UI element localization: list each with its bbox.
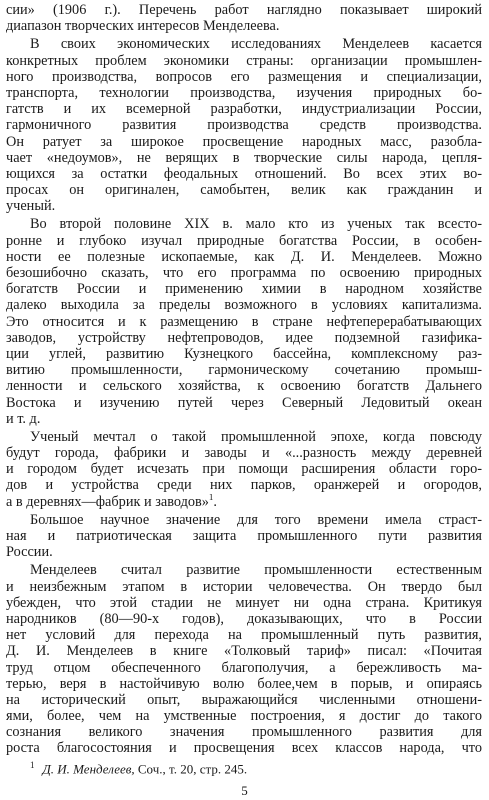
text-line: России. — [6, 544, 53, 561]
footnote-ref: 1 — [208, 493, 214, 502]
paragraph — [6, 216, 482, 426]
text-line: ющихся за остатки феодальных отношений. Во всех этих во- — [6, 165, 482, 182]
text-line: и городом будет исчезать при помощи расширения области горо- — [6, 461, 482, 478]
text-line: Во второй половине XIX в. мало кто из ученых так всесто- — [30, 216, 482, 233]
text-line: заводов, устройству нефтепроводов, идее подземной газифика- — [6, 329, 482, 346]
text-line: просах он оригинален, самобытен, велик как гражданин и — [6, 182, 482, 199]
text-line: на исторический опыт, выражающийся численными отношени- — [6, 691, 482, 708]
text-line: богатств России и применению химии в народном хозяйстве — [6, 281, 482, 298]
text-line: труд отцом обеспеченного благополучия, а бережливость ма- — [6, 659, 482, 676]
text-line: будут города, фабрики и заводы и «...разность между деревней — [6, 445, 482, 462]
paragraph — [6, 2, 482, 34]
text-line: Ученый мечтал о такой промышленной эпохе, когда повсюду — [30, 428, 482, 445]
text-segment: а в деревнях—фабрик и заводов» — [6, 493, 209, 510]
text-line: транспорта, технологии производства, изучения природных бо- — [6, 84, 482, 101]
text-line: Это относится и к размещению в стране нефтеперерабатывающих — [6, 313, 482, 330]
page-number: 5 — [241, 783, 248, 798]
text-line: диапазон творческих интересов Менделеева. — [6, 18, 280, 35]
text-line: сии» (1906 г.). Перечень работ наглядно показывает широкий — [6, 2, 482, 18]
footnote-number: 1 — [30, 760, 35, 770]
text-line: Он ратует за широкое просвещение народных масс, разобла- — [6, 133, 482, 150]
text-line: роста благосостояния и просвещения всех классов народа, что — [6, 740, 482, 757]
text-line: ного производства, вопросов его размещения и специализации, — [6, 68, 482, 85]
text-line: нет условий для перехода на промышленный путь развития, — [6, 627, 482, 644]
text-line: чает «недоумов», не верящих в творческие силы народа, цепля- — [6, 149, 482, 166]
text-line: дов и устройства среди них парков, оранжерей и огородов, — [6, 477, 482, 494]
paragraph — [6, 36, 482, 214]
footnote — [30, 758, 247, 776]
text-line: убежден, что этой стадии не минует ни одна страна. Критикуя — [6, 594, 482, 611]
text-line: Менделеев считал развитие промышленности естественным — [30, 562, 482, 579]
text-line: безошибочно сказать, что его программа по освоению природных — [6, 265, 482, 281]
text-line: народников (80—90-х годов), доказывающих, что в России — [6, 610, 482, 627]
text-line: ученый. — [6, 198, 56, 215]
text-line: гармоничного развития производства средств производства. — [6, 117, 482, 134]
text-line: ленности и сельского хозяйства, к освоению богатств Дальнего — [6, 378, 482, 395]
text-line: сознания великого значения промышленного развития для — [6, 724, 482, 741]
text-line: витию промышленности, гармоническому сочетанию промыш- — [6, 362, 482, 379]
text-line-with-footnote — [6, 494, 482, 510]
text-line: ями, более, чем на умственные построения, я достиг до такого — [6, 708, 482, 725]
paragraph — [6, 429, 482, 510]
text-line: и т. д. — [6, 410, 41, 427]
text-line: Востока и изучению путей через Северный Ледовитый океан — [6, 394, 482, 411]
text-line: терью, веря в настойчивую волю более,чем в порыв, и опираясь — [6, 675, 482, 692]
text-line: ции углей, развитию Кузнецкого бассейна, комплексному раз- — [6, 345, 482, 362]
page-body — [6, 2, 482, 757]
text-segment: . — [213, 493, 217, 510]
text-line: и неизбежным этапом в истории человечества. Он твердо был — [6, 578, 482, 595]
text-line: далеко выходила за пределы возможного в условиях капитализма. — [6, 297, 482, 314]
text-line: ности ее полезные ископаемые, как Д. И. Менделеев. Можно — [6, 248, 482, 265]
footnote-author: Д. И. Менделеев, — [42, 761, 135, 777]
text-line: гатств и их всемерной разработки, индустриализации России, — [6, 101, 482, 118]
text-line: конкретных проблем экономики страны: организации промышлен- — [6, 52, 482, 69]
footnote-citation: Соч., т. 20, стр. 245. — [134, 761, 248, 777]
paragraph — [6, 562, 482, 756]
text-line: ная и патриотическая защита промышленного пути развития — [6, 528, 482, 544]
paragraph — [6, 512, 482, 561]
text-line: ронне и глубоко изучал природные богатства России, в особен- — [6, 232, 482, 249]
text-line: Д. И. Менделеев в книге «Толковый тариф» писал: «Почитая — [6, 643, 482, 660]
text-line: В своих экономических исследованиях Менделеев касается — [30, 36, 482, 53]
text-line: Большое научное значение для того времени имела страст- — [30, 511, 482, 528]
